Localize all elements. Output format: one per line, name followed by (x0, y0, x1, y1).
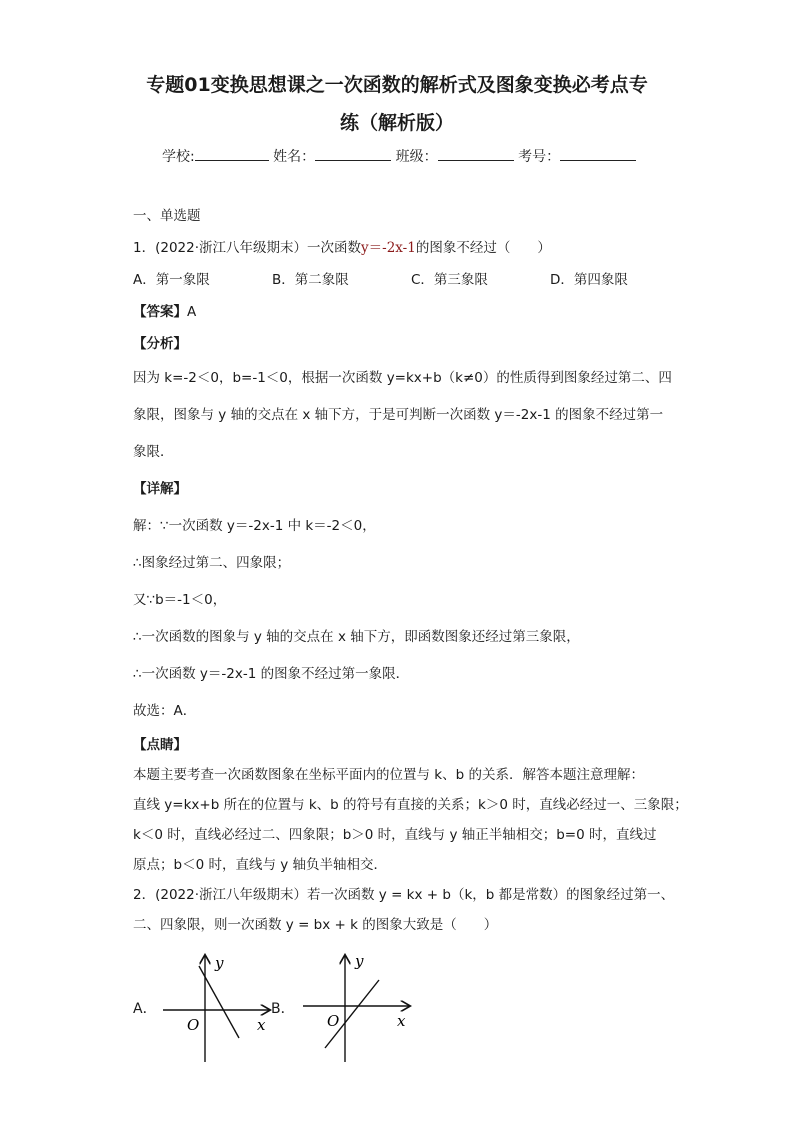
q1-option-d: D．第四象限 (550, 272, 628, 288)
analysis-line-2: 象限，图象与 y 轴的交点在 x 轴下方，于是可判断一次函数 y＝-2x-1 的图象不经过第一 (133, 407, 664, 423)
comment-line-2: 直线 y=kx+b 所在的位置与 k、b 的符号有直接的关系；k＞0 时，直线必经过一、三象限； (133, 797, 688, 813)
detail-line-1: 解：∵一次函数 y＝-2x-1 中 k＝-2＜0， (133, 518, 376, 534)
name-blank[interactable] (315, 146, 391, 161)
class-label: 班级： (395, 149, 438, 165)
detail-line-2: ∴图象经过第二、四象限； (133, 555, 291, 571)
detail-label: 【详解】 (133, 481, 187, 497)
title-line-1: 专题01变换思想课之一次函数的解析式及图象变换必考点专 (146, 74, 648, 96)
number-label: 考号： (518, 149, 561, 165)
answer-value: A (187, 304, 197, 320)
class-blank[interactable] (438, 146, 514, 161)
graph-b (297, 948, 417, 1066)
detail-line-3: 又∵b＝-1＜0， (133, 592, 227, 608)
graph-b-y-label: y (355, 952, 364, 970)
graph-b-label: B． (271, 1001, 295, 1017)
school-label: 学校: (162, 149, 195, 165)
detail-line-5: ∴一次函数 y＝-2x-1 的图象不经过第一象限． (133, 666, 410, 682)
q2-graph-options (133, 948, 433, 1068)
q2-stem-line-2: 二、四象限，则一次函数 y = bx + k 的图象大致是（ ） (133, 917, 498, 933)
q1-options (133, 264, 663, 296)
comment-label: 【点睛】 (133, 737, 187, 753)
answer-label: 【答案】 (133, 304, 187, 320)
name-label: 姓名： (273, 149, 316, 165)
analysis-label: 【分析】 (133, 336, 187, 352)
detail-line-4: ∴一次函数的图象与 y 轴的交点在 x 轴下方，即函数图象还经过第三象限， (133, 629, 580, 645)
graph-b-origin: O (327, 1012, 340, 1030)
comment-line-1: 本题主要考查一次函数图象在坐标平面内的位置与 k、b 的关系．解答本题注意理解： (133, 767, 644, 783)
student-info-row (162, 146, 636, 166)
graph-a (157, 948, 277, 1066)
number-blank[interactable] (560, 146, 636, 161)
graph-a-label: A． (133, 1001, 157, 1017)
q2-stem-line-1: 2．(2022·浙江八年级期末）若一次函数 y = kx + b（k，b 都是常数）的图象经过第一、 (133, 887, 675, 903)
document-body (133, 200, 688, 940)
q1-stem-a: 1．(2022·浙江八年级期末）一次函数 (133, 240, 362, 256)
q1-answer (133, 296, 663, 328)
q1-option-b: B．第二象限 (272, 272, 349, 288)
graph-a-y-label: y (215, 954, 224, 972)
analysis-line-1: 因为 k=-2＜0，b=-1＜0，根据一次函数 y=kx+b（k≠0）的性质得到图象经过第二、四 (133, 370, 672, 386)
document-title (100, 66, 694, 142)
graph-a-x-label: x (257, 1016, 266, 1034)
section-heading: 一、单选题 (133, 208, 201, 224)
graph-a-origin: O (187, 1016, 200, 1034)
q1-option-c: C．第三象限 (411, 272, 488, 288)
school-blank[interactable] (195, 146, 269, 161)
q1-stem (133, 232, 663, 264)
comment-line-3: k＜0 时，直线必经过二、四象限；b＞0 时，直线与 y 轴正半轴相交；b=0 时，直线过 (133, 827, 657, 843)
graph-b-x-label: x (397, 1012, 406, 1030)
q1-stem-func: y＝-2x-1 (361, 240, 416, 256)
q1-option-a: A．第一象限 (133, 272, 210, 288)
q1-stem-b: 的图象不经过（ ） (415, 240, 551, 256)
analysis-line-3: 象限． (133, 444, 174, 460)
comment-line-4: 原点；b＜0 时，直线与 y 轴负半轴相交． (133, 857, 388, 873)
title-line-2: 练（解析版） (339, 112, 454, 134)
detail-line-6: 故选：A． (133, 703, 197, 719)
